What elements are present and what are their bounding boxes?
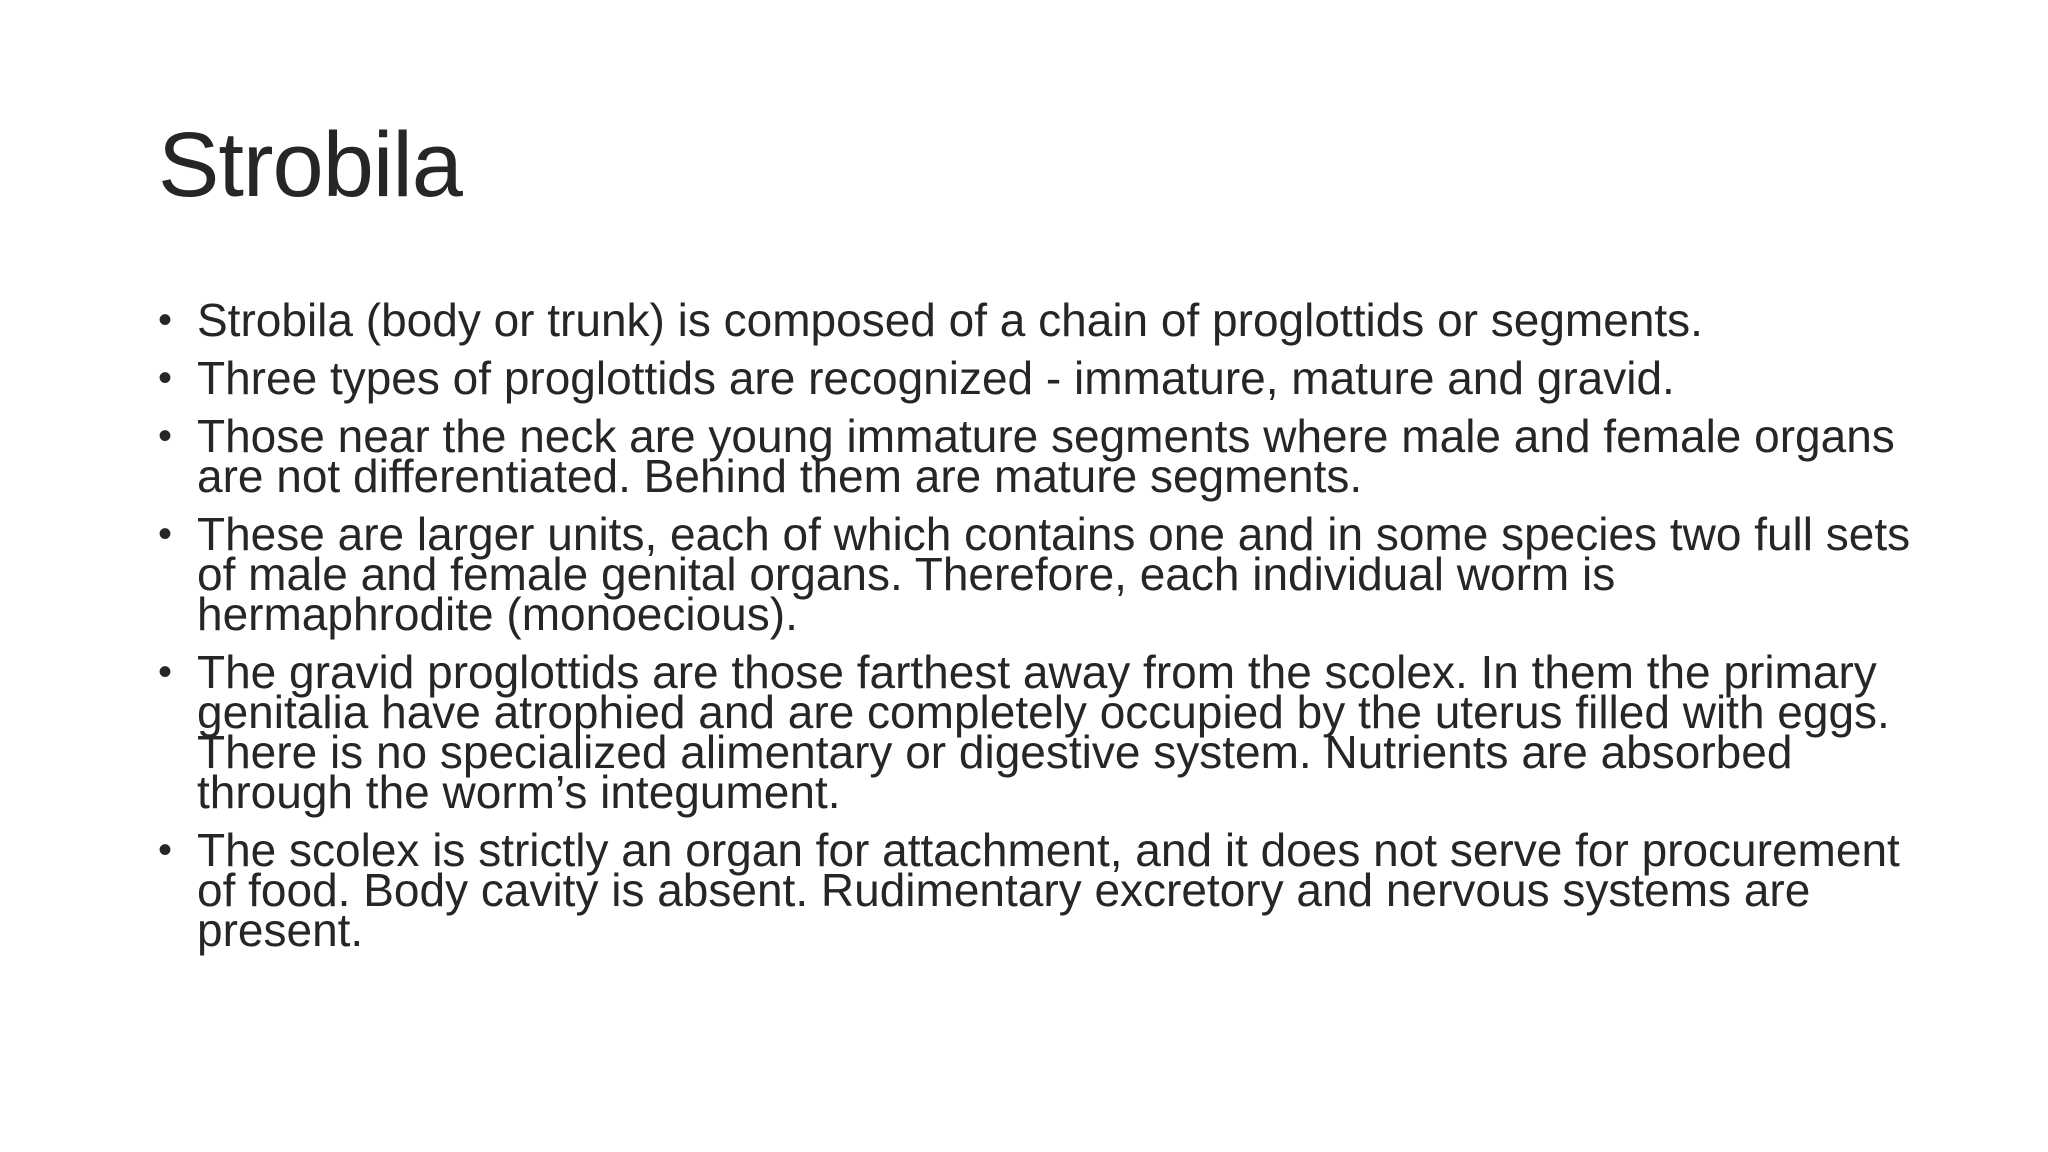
slide-title: Strobila: [158, 114, 462, 216]
bullet-item-proglottid-types: [158, 352, 1918, 404]
bullet-text: These are larger units, each of which contains one and in some species two full sets of male and female genital organs. Therefore, each individual worm is hermaphrodite (monoecious).: [197, 508, 1911, 640]
bullet-item-immature-segments: [158, 410, 1918, 502]
bullet-dot-icon: •: [158, 512, 173, 556]
bullet-dot-icon: •: [158, 356, 173, 400]
bullet-list: [158, 294, 1918, 968]
bullet-dot-icon: •: [158, 650, 173, 694]
bullet-dot-icon: •: [158, 414, 173, 458]
bullet-item-strobila-composition: [158, 294, 1918, 346]
bullet-item-gravid-proglottids: [158, 646, 1918, 818]
bullet-item-mature-segments: [158, 508, 1918, 640]
bullet-dot-icon: •: [158, 298, 173, 342]
bullet-text: Those near the neck are young immature segments where male and female organs are not differentiated. Behind them are mature segments.: [197, 410, 1895, 502]
bullet-item-scolex-function: [158, 824, 1918, 956]
bullet-text: The gravid proglottids are those farthest away from the scolex. In them the primary genitalia have atrophied and are completely occupied by the uterus filled with eggs. There is no specialized alimentary or digestive system. Nutrients are absorbed through the worm’s integument.: [197, 646, 1890, 818]
bullet-text: Strobila (body or trunk) is composed of a chain of proglottids or segments.: [197, 294, 1703, 346]
bullet-text: The scolex is strictly an organ for attachment, and it does not serve for procurement of food. Body cavity is absent. Rudimentary excretory and nervous systems are present.: [197, 824, 1900, 956]
bullet-dot-icon: •: [158, 828, 173, 872]
bullet-text: Three types of proglottids are recognized - immature, mature and gravid.: [197, 352, 1675, 404]
